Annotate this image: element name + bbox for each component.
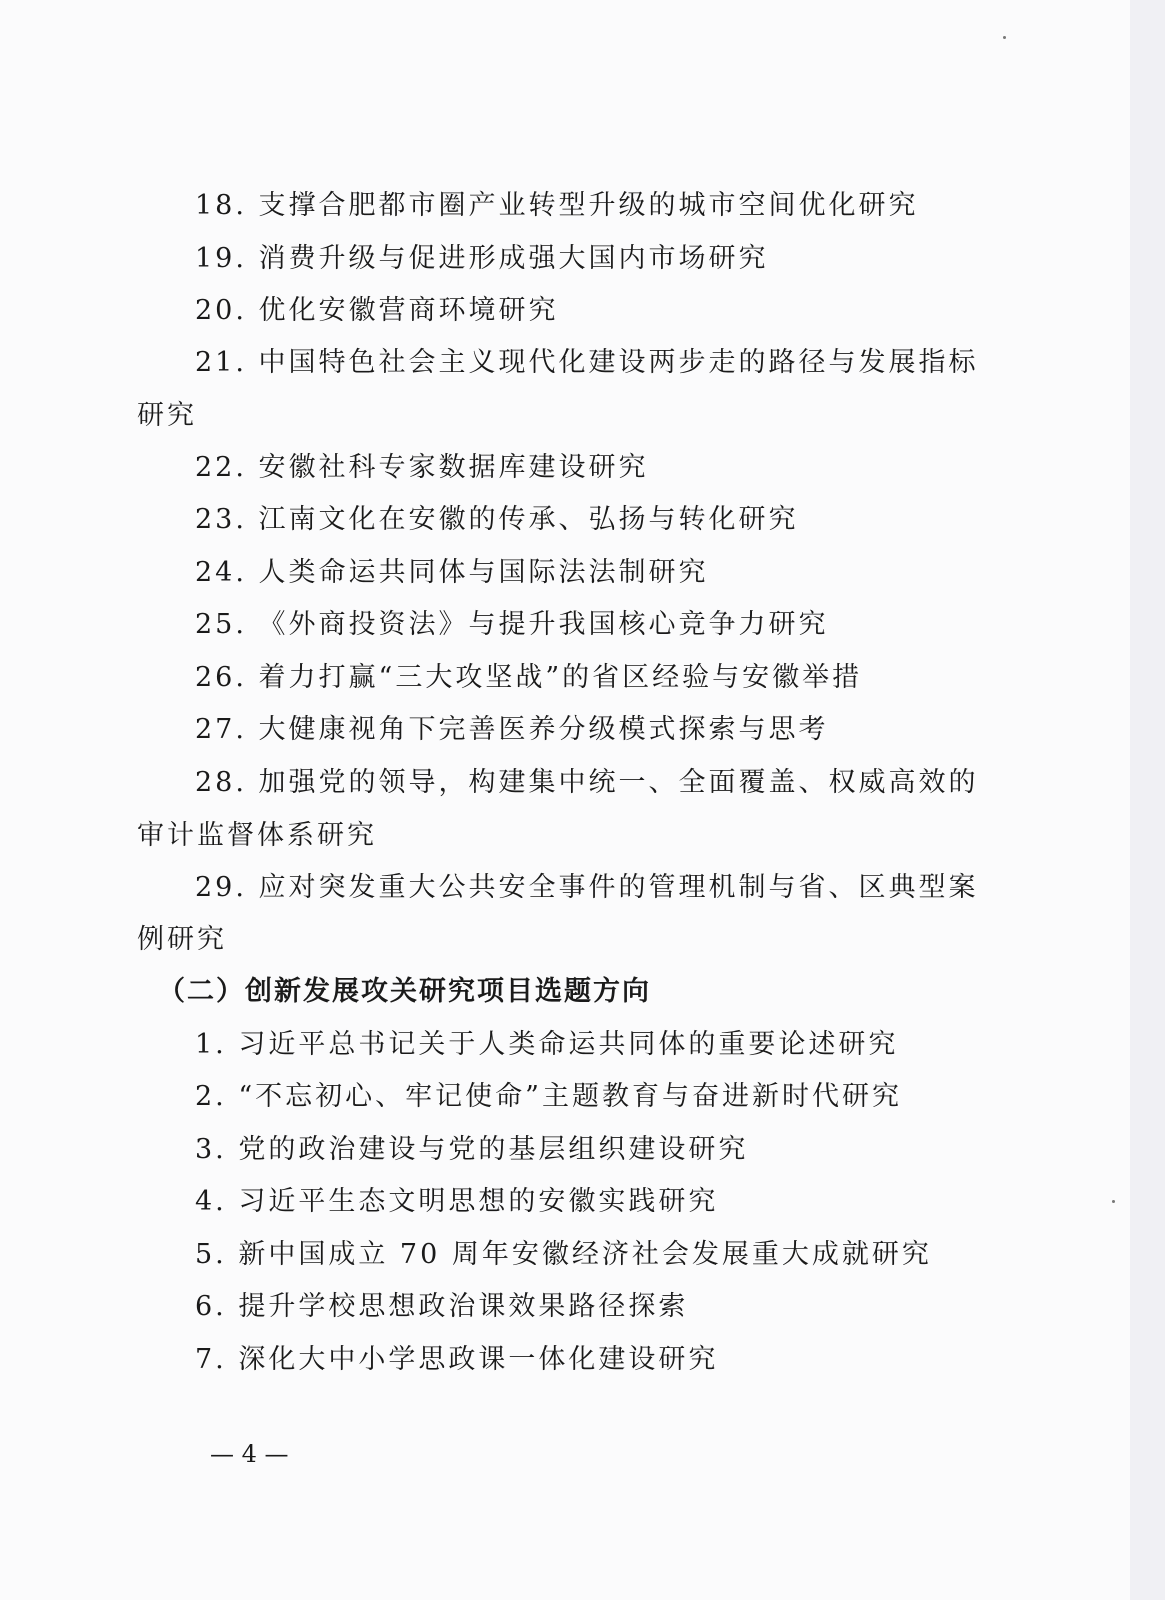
list-item-20: 20. 优化安徽营商环境研究 [195, 295, 559, 326]
list-item-27: 27. 大健康视角下完善医养分级模式探索与思考 [195, 714, 829, 745]
section-heading: （二）创新发展攻关研究项目选题方向 [158, 976, 651, 1007]
list-item-28-continuation: 审计监督体系研究 [137, 820, 377, 851]
section2-item-2: 2. “不忘初心、牢记使命”主题教育与奋进新时代研究 [195, 1081, 902, 1112]
list-item-29: 29. 应对突发重大公共安全事件的管理机制与省、区典型案 [195, 872, 979, 903]
scan-speck [1112, 1200, 1115, 1203]
list-item-21: 21. 中国特色社会主义现代化建设两步走的路径与发展指标 [195, 347, 979, 378]
section2-item-4: 4. 习近平生态文明思想的安徽实践研究 [195, 1186, 719, 1217]
list-item-23: 23. 江南文化在安徽的传承、弘扬与转化研究 [195, 504, 799, 535]
list-item-21-continuation: 研究 [137, 400, 197, 431]
list-item-29-continuation: 例研究 [137, 924, 227, 955]
section2-item-1: 1. 习近平总书记关于人类命运共同体的重要论述研究 [195, 1029, 899, 1060]
list-item-28: 28. 加强党的领导，构建集中统一、全面覆盖、权威高效的 [195, 767, 979, 798]
scan-speck [1003, 36, 1006, 39]
list-item-22: 22. 安徽社科专家数据库建设研究 [195, 452, 649, 483]
section2-item-5: 5. 新中国成立 70 周年安徽经济社会发展重大成就研究 [195, 1239, 932, 1270]
section2-item-6: 6. 提升学校思想政治课效果路径探索 [195, 1291, 689, 1322]
section2-item-3: 3. 党的政治建设与党的基层组织建设研究 [195, 1134, 749, 1165]
page-edge [1130, 0, 1165, 1600]
list-item-25: 25. 《外商投资法》与提升我国核心竞争力研究 [195, 609, 829, 640]
page-number: — 4 — [210, 1440, 289, 1468]
list-item-18: 18. 支撑合肥都市圈产业转型升级的城市空间优化研究 [195, 190, 919, 221]
list-item-24: 24. 人类命运共同体与国际法法制研究 [195, 557, 709, 588]
list-item-19: 19. 消费升级与促进形成强大国内市场研究 [195, 243, 769, 274]
list-item-26: 26. 着力打赢“三大攻坚战”的省区经验与安徽举措 [195, 662, 863, 693]
section2-item-7: 7. 深化大中小学思政课一体化建设研究 [195, 1344, 719, 1375]
